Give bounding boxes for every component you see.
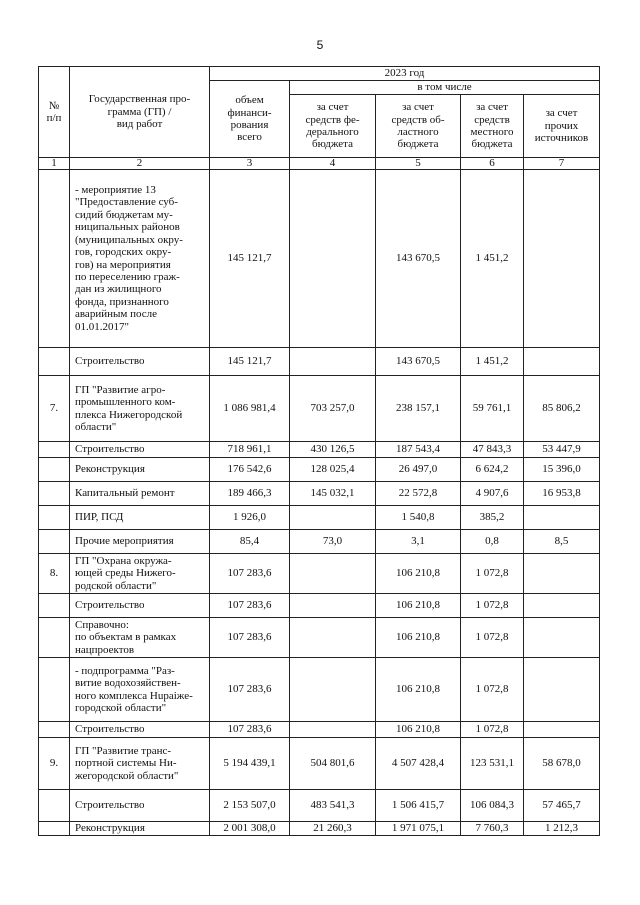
column-number: 2 <box>70 158 210 170</box>
table-row <box>39 554 600 594</box>
header-regional: за счет средств об- ластного бюджета <box>376 95 461 158</box>
header-total: объем финанси- рования всего <box>210 81 290 158</box>
header-including: в том числе <box>290 81 600 95</box>
row-number <box>39 530 70 554</box>
cell-federal <box>290 506 376 530</box>
table-row <box>39 790 600 822</box>
cell-regional: 1 971 075,1 <box>376 822 461 836</box>
cell-federal: 430 126,5 <box>290 442 376 458</box>
cell-local: 106 084,3 <box>461 790 524 822</box>
cell-total: 107 283,6 <box>210 618 290 658</box>
cell-regional: 143 670,5 <box>376 170 461 348</box>
cell-local: 6 624,2 <box>461 458 524 482</box>
table-row <box>39 738 600 790</box>
cell-total: 107 283,6 <box>210 594 290 618</box>
cell-federal <box>290 722 376 738</box>
cell-federal: 504 801,6 <box>290 738 376 790</box>
row-name: ГП "Охрана окружа- ющей среды Нижего- родской области" <box>70 554 210 594</box>
cell-total: 145 121,7 <box>210 170 290 348</box>
column-number: 3 <box>210 158 290 170</box>
cell-federal <box>290 170 376 348</box>
table-row <box>39 482 600 506</box>
cell-regional: 143 670,5 <box>376 348 461 376</box>
cell-local: 47 843,3 <box>461 442 524 458</box>
column-number: 1 <box>39 158 70 170</box>
row-name: - мероприятие 13 "Предоставление суб- сидий бюджетам му- ниципальных районов (муниципальных окру- гов, городских окру- гов) на мероприятия по переселению граж- дан из жилищного фонда, признанного аварийным после 01.01.2017" <box>70 170 210 348</box>
cell-other: 1 212,3 <box>524 822 600 836</box>
cell-other: 15 396,0 <box>524 458 600 482</box>
cell-other: 8,5 <box>524 530 600 554</box>
cell-federal: 703 257,0 <box>290 376 376 442</box>
cell-local: 1 072,8 <box>461 554 524 594</box>
cell-federal: 128 025,4 <box>290 458 376 482</box>
cell-local: 0,8 <box>461 530 524 554</box>
cell-federal: 483 541,3 <box>290 790 376 822</box>
cell-total: 1 926,0 <box>210 506 290 530</box>
cell-local: 123 531,1 <box>461 738 524 790</box>
cell-local: 385,2 <box>461 506 524 530</box>
cell-local: 1 072,8 <box>461 722 524 738</box>
cell-federal: 21 260,3 <box>290 822 376 836</box>
cell-regional: 3,1 <box>376 530 461 554</box>
cell-total: 2 001 308,0 <box>210 822 290 836</box>
cell-regional: 4 507 428,4 <box>376 738 461 790</box>
row-number <box>39 170 70 348</box>
row-name: Реконструкция <box>70 822 210 836</box>
row-name: Реконструкция <box>70 458 210 482</box>
row-name: ГП "Развитие транс- портной системы Ни- жегородской области" <box>70 738 210 790</box>
cell-total: 145 121,7 <box>210 348 290 376</box>
cell-other <box>524 722 600 738</box>
cell-local: 1 072,8 <box>461 658 524 722</box>
row-number <box>39 790 70 822</box>
cell-regional: 106 210,8 <box>376 658 461 722</box>
row-number <box>39 348 70 376</box>
cell-total: 107 283,6 <box>210 658 290 722</box>
cell-other <box>524 348 600 376</box>
row-number <box>39 822 70 836</box>
header-number: № п/п <box>39 67 70 158</box>
cell-total: 1 086 981,4 <box>210 376 290 442</box>
row-number <box>39 658 70 722</box>
cell-total: 718 961,1 <box>210 442 290 458</box>
cell-local: 7 760,3 <box>461 822 524 836</box>
row-number <box>39 618 70 658</box>
header-local: за счет средств местного бюджета <box>461 95 524 158</box>
row-name: Строительство <box>70 722 210 738</box>
table-row <box>39 458 600 482</box>
cell-other: 58 678,0 <box>524 738 600 790</box>
cell-federal <box>290 658 376 722</box>
cell-other: 16 953,8 <box>524 482 600 506</box>
row-name: Прочие мероприятия <box>70 530 210 554</box>
cell-local: 1 072,8 <box>461 594 524 618</box>
header-other: за счет прочих источников <box>524 95 600 158</box>
row-number: 9. <box>39 738 70 790</box>
cell-total: 85,4 <box>210 530 290 554</box>
table-row <box>39 170 600 348</box>
table-row <box>39 618 600 658</box>
row-name: Строительство <box>70 442 210 458</box>
cell-federal <box>290 594 376 618</box>
table-row <box>39 506 600 530</box>
column-number: 7 <box>524 158 600 170</box>
row-name: Строительство <box>70 790 210 822</box>
row-number <box>39 506 70 530</box>
row-number <box>39 722 70 738</box>
column-number: 6 <box>461 158 524 170</box>
row-name: - подпрограмма "Раз- витие водохозяйствен- ного комплекса Нupaiже- городской области" <box>70 658 210 722</box>
cell-total: 5 194 439,1 <box>210 738 290 790</box>
financing-table <box>38 66 600 836</box>
cell-regional: 106 210,8 <box>376 594 461 618</box>
table-row <box>39 442 600 458</box>
header-program: Государственная про- грамма (ГП) / вид работ <box>70 67 210 158</box>
cell-federal: 145 032,1 <box>290 482 376 506</box>
table-row <box>39 348 600 376</box>
row-number <box>39 482 70 506</box>
cell-regional: 106 210,8 <box>376 618 461 658</box>
cell-local: 4 907,6 <box>461 482 524 506</box>
cell-local: 59 761,1 <box>461 376 524 442</box>
cell-federal <box>290 554 376 594</box>
cell-total: 107 283,6 <box>210 554 290 594</box>
row-number: 8. <box>39 554 70 594</box>
cell-other <box>524 506 600 530</box>
cell-other <box>524 170 600 348</box>
row-name: Справочно: по объектам в рамках нацпроектов <box>70 618 210 658</box>
header-federal: за счет средств фе- дерального бюджета <box>290 95 376 158</box>
cell-local: 1 072,8 <box>461 618 524 658</box>
cell-federal: 73,0 <box>290 530 376 554</box>
table-row <box>39 822 600 836</box>
cell-regional: 1 506 415,7 <box>376 790 461 822</box>
header-year: 2023 год <box>210 67 600 81</box>
cell-regional: 238 157,1 <box>376 376 461 442</box>
cell-local: 1 451,2 <box>461 170 524 348</box>
cell-regional: 106 210,8 <box>376 554 461 594</box>
row-name: Строительство <box>70 594 210 618</box>
table-row <box>39 658 600 722</box>
row-number <box>39 458 70 482</box>
cell-total: 107 283,6 <box>210 722 290 738</box>
cell-other <box>524 618 600 658</box>
column-number: 4 <box>290 158 376 170</box>
table-body <box>39 170 600 836</box>
cell-regional: 22 572,8 <box>376 482 461 506</box>
cell-other <box>524 594 600 618</box>
table-row <box>39 594 600 618</box>
cell-federal <box>290 348 376 376</box>
table-row <box>39 376 600 442</box>
row-number <box>39 594 70 618</box>
row-number: 7. <box>39 376 70 442</box>
row-name: Строительство <box>70 348 210 376</box>
cell-other: 85 806,2 <box>524 376 600 442</box>
page-number: 5 <box>316 38 324 52</box>
cell-federal <box>290 618 376 658</box>
table-row <box>39 722 600 738</box>
cell-regional: 187 543,4 <box>376 442 461 458</box>
column-number: 5 <box>376 158 461 170</box>
cell-total: 2 153 507,0 <box>210 790 290 822</box>
row-name: ГП "Развитие агро- промышленного ком- плекса Нижегородской области" <box>70 376 210 442</box>
table-row <box>39 530 600 554</box>
cell-other: 57 465,7 <box>524 790 600 822</box>
cell-regional: 106 210,8 <box>376 722 461 738</box>
cell-other: 53 447,9 <box>524 442 600 458</box>
cell-regional: 1 540,8 <box>376 506 461 530</box>
cell-local: 1 451,2 <box>461 348 524 376</box>
cell-regional: 26 497,0 <box>376 458 461 482</box>
cell-total: 176 542,6 <box>210 458 290 482</box>
row-name: ПИР, ПСД <box>70 506 210 530</box>
cell-total: 189 466,3 <box>210 482 290 506</box>
row-number <box>39 442 70 458</box>
cell-other <box>524 554 600 594</box>
cell-other <box>524 658 600 722</box>
row-name: Капитальный ремонт <box>70 482 210 506</box>
